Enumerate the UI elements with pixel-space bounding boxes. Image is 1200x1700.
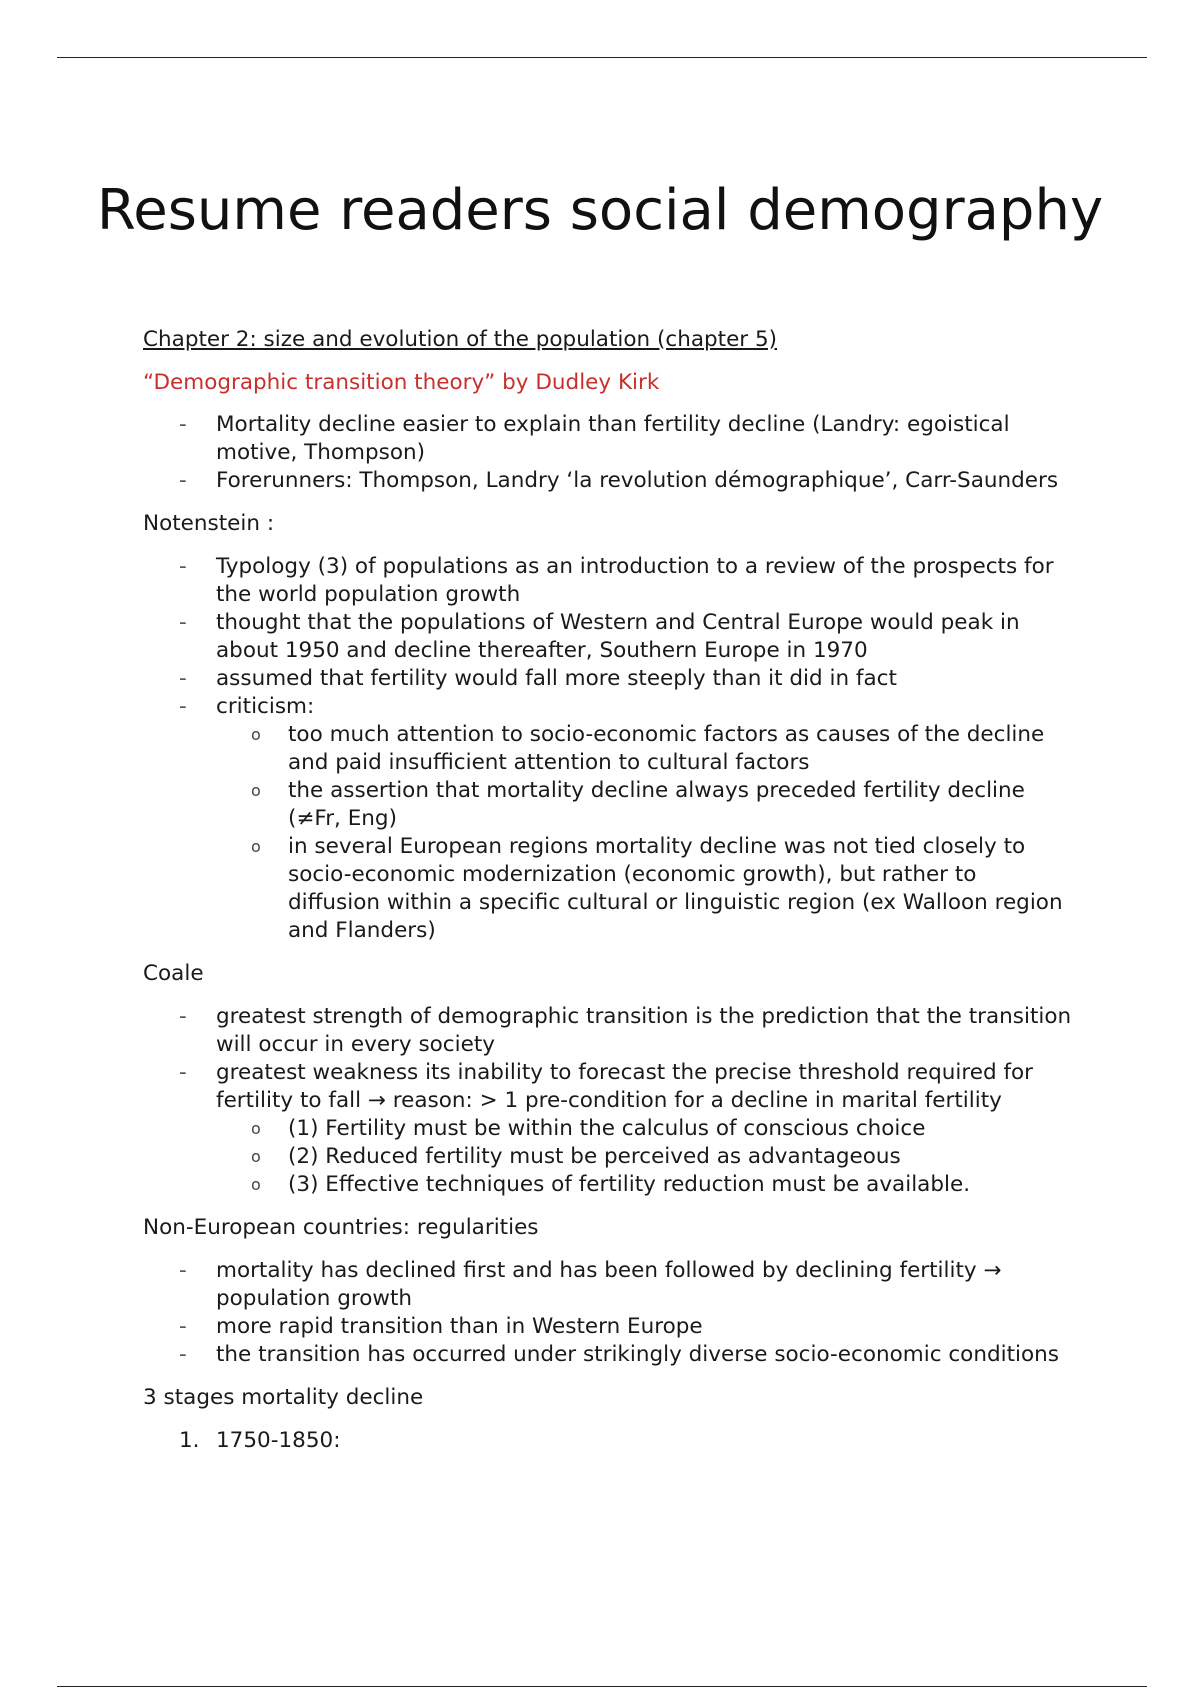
mortality-stages-label: 3 stages mortality decline bbox=[143, 1385, 424, 1410]
circle-bullet: o bbox=[251, 837, 261, 856]
dash-marker: - bbox=[179, 554, 187, 579]
circle-bullet: o bbox=[251, 781, 261, 800]
bottom-rule bbox=[57, 1686, 1147, 1687]
sub-list-item: o (3) Effective techniques of fertility reduction must be available. bbox=[251, 1172, 971, 1197]
notenstein-list bbox=[143, 553, 1073, 945]
sub-list-item: o too much attention to socio-economic factors as causes of the decline and paid insufficient attention to cultural factors bbox=[251, 722, 1045, 775]
list-item: - mortality has declined first and has been followed by declining fertility → population growth bbox=[179, 1258, 1002, 1311]
top-rule bbox=[57, 57, 1147, 58]
non-european-list bbox=[143, 1257, 1073, 1369]
list-item: - Mortality decline easier to explain than fertility decline (Landry: egoistical motive, Thompson) bbox=[179, 412, 1010, 465]
sub-list-item: o (1) Fertility must be within the calculus of conscious choice bbox=[251, 1116, 926, 1141]
coale-list bbox=[143, 1003, 1073, 1199]
list-item: - the transition has occurred under strikingly diverse socio-economic conditions bbox=[179, 1342, 1059, 1367]
dash-marker: - bbox=[179, 1258, 187, 1283]
section-subtitle: “Demographic transition theory” by Dudley Kirk bbox=[143, 370, 660, 395]
chapter-heading: Chapter 2: size and evolution of the population (chapter 5) bbox=[143, 327, 778, 352]
list-item: - greatest strength of demographic transition is the prediction that the transition will occur in every society bbox=[179, 1004, 1072, 1057]
page-title: Resume readers social demography bbox=[96, 177, 1104, 243]
dash-marker: - bbox=[179, 694, 187, 719]
dash-marker: - bbox=[179, 1314, 187, 1339]
mortality-stages-list bbox=[143, 1427, 1073, 1455]
list-item: - Typology (3) of populations as an introduction to a review of the prospects for the world population growth bbox=[179, 554, 1054, 607]
sub-list-item: o in several European regions mortality decline was not tied closely to socio-economic modernization (economic growth), but rather to diffusion within a specific cultural or linguistic region (ex Walloon region and Flanders) bbox=[251, 834, 1063, 943]
document-body bbox=[143, 326, 1073, 1470]
non-european-label: Non-European countries: regularities bbox=[143, 1215, 539, 1240]
coale-label: Coale bbox=[143, 961, 204, 986]
list-item: - criticism: bbox=[179, 694, 315, 719]
intro-list bbox=[143, 411, 1073, 495]
sub-list-item: o the assertion that mortality decline always preceded fertility decline (≠Fr, Eng) bbox=[251, 778, 1025, 831]
dash-marker: - bbox=[179, 1060, 187, 1085]
numbered-list-item: 1. 1750-1850: bbox=[179, 1428, 341, 1453]
notenstein-label: Notenstein : bbox=[143, 511, 275, 536]
list-item: - assumed that fertility would fall more steeply than it did in fact bbox=[179, 666, 897, 691]
list-item: - Forerunners: Thompson, Landry ‘la revolution démographique’, Carr-Saunders bbox=[179, 468, 1059, 493]
dash-marker: - bbox=[179, 412, 187, 437]
dash-marker: - bbox=[179, 610, 187, 635]
list-item: - thought that the populations of Western and Central Europe would peak in about 1950 and decline thereafter, Southern Europe in 1970 bbox=[179, 610, 1020, 663]
sub-list-item: o (2) Reduced fertility must be perceived as advantageous bbox=[251, 1144, 901, 1169]
list-number: 1. bbox=[179, 1428, 200, 1453]
dash-marker: - bbox=[179, 1342, 187, 1367]
dash-marker: - bbox=[179, 1004, 187, 1029]
list-item: - more rapid transition than in Western Europe bbox=[179, 1314, 703, 1339]
circle-bullet: o bbox=[251, 1175, 261, 1194]
circle-bullet: o bbox=[251, 1119, 261, 1138]
dash-marker: - bbox=[179, 468, 187, 493]
list-item: - greatest weakness its inability to forecast the precise threshold required for fertility to fall → reason: > 1 pre-condition for a decline in marital fertility bbox=[179, 1060, 1034, 1113]
circle-bullet: o bbox=[251, 725, 261, 744]
circle-bullet: o bbox=[251, 1147, 261, 1166]
dash-marker: - bbox=[179, 666, 187, 691]
